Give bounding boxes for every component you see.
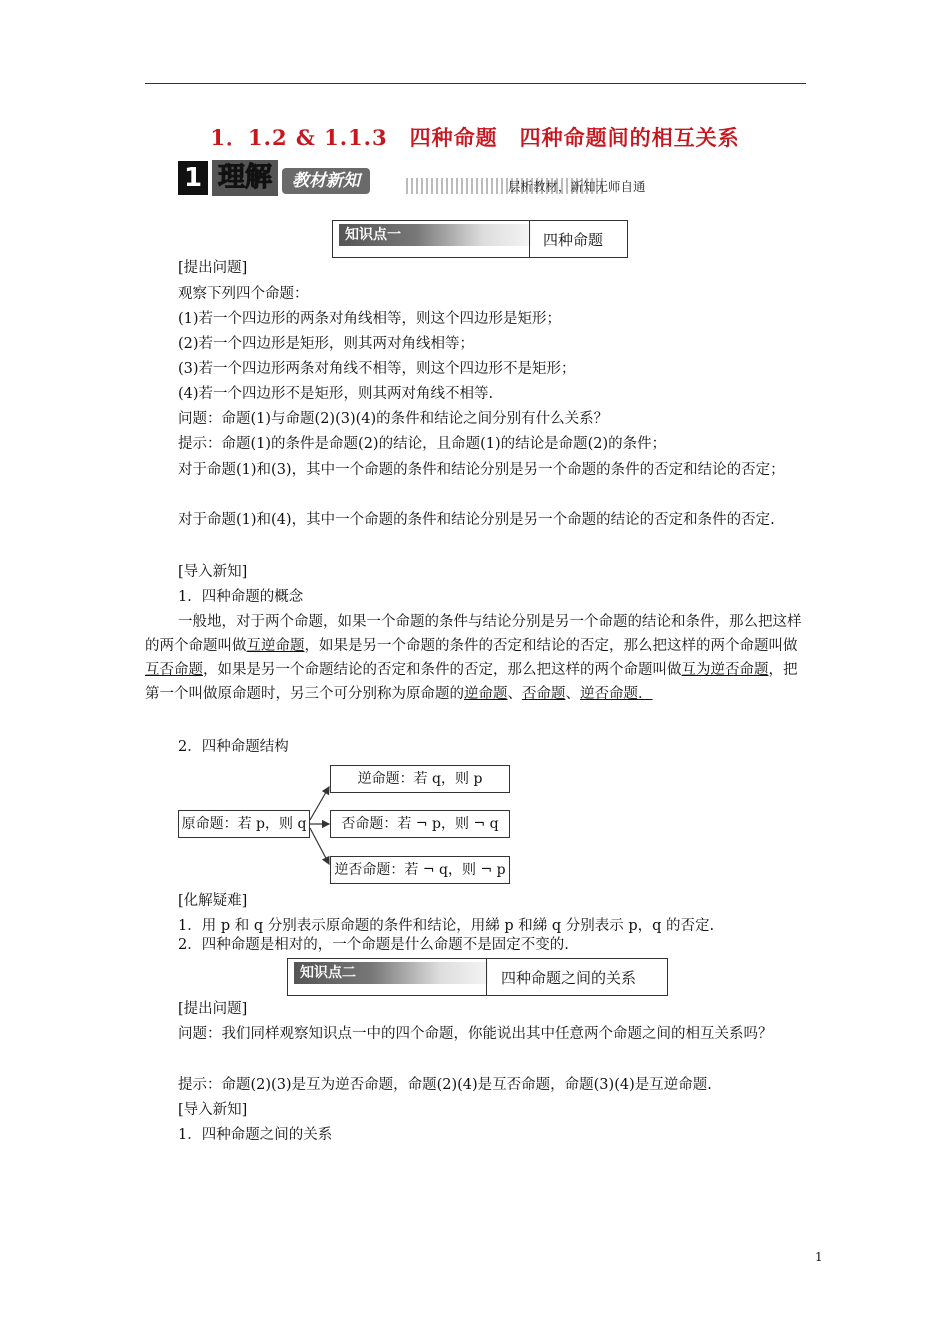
banner-number: 1 (178, 161, 208, 195)
knowledge-box-2 (287, 958, 668, 996)
flow-arrows (306, 770, 336, 880)
text-line: 提示：命题(2)(3)是互为逆否命题，命题(2)(4)是互否命题，命题(3)(4)是互逆命题. (178, 1077, 712, 1093)
term-contrapositive-pair: 互为逆否命题 (681, 662, 769, 678)
text-line: (1)若一个四边形的两条对角线相等，则这个四边形是矩形； (178, 311, 562, 327)
section-heading: 2．四种命题结构 (178, 739, 289, 755)
term-inverse: 否命题 (522, 686, 566, 702)
paragraph-1: 对于命题(1)和(3)，其中一个命题的条件和结论分别是另一个命题的条件的否定和结论的否定； (178, 462, 785, 478)
arrow-to-converse (310, 787, 329, 820)
arrow-to-contrapositive (310, 828, 329, 864)
text-line: [导入新知] (178, 1102, 248, 1118)
section-heading: 1．四种命题之间的关系 (178, 1127, 333, 1143)
text-line: 提示：命题(1)的条件是命题(2)的结论，且命题(1)的结论是命题(2)的条件； (178, 436, 667, 452)
section-banner (178, 160, 846, 198)
top-rule (145, 83, 806, 84)
section-heading: 1．四种命题的概念 (178, 589, 304, 605)
text-line: (3)若一个四边形两条对角线不相等，则这个四边形不是矩形； (178, 361, 576, 377)
text-line: 观察下列四个命题： (178, 286, 309, 302)
banner-tag: 教材新知 (282, 168, 370, 194)
banner-subtitle: 层析教材，新知无师自通 (508, 179, 646, 194)
knowledge-divider (486, 959, 487, 995)
term-inverse-pair: 互否命题 (145, 662, 203, 678)
knowledge-text-1: 四种命题 (543, 231, 604, 249)
banner-word: 理解 (212, 160, 278, 196)
page-title: 1．1.2 & 1.1.3 四种命题 四种命题间的相互关系 (210, 125, 740, 150)
text-line: 1．用 p 和 q 分别表示原命题的条件和结论，用綈 p 和綈 q 分别表示 p，q 的否定. (178, 918, 715, 934)
contrapositive-proposition-box: 逆否命题：若 ¬ q，则 ¬ p (330, 856, 510, 884)
knowledge-text-2: 四种命题之间的关系 (501, 969, 637, 987)
term-converse-pair: 互逆命题 (246, 638, 305, 654)
original-proposition-box: 原命题：若 p，则 q (178, 810, 310, 838)
question-paragraph: 问题：我们同样观察知识点一中的四个命题，你能说出其中任意两个命题之间的相互关系吗？ (178, 1026, 773, 1042)
inverse-proposition-box: 否命题：若 ¬ p，则 ¬ q (330, 810, 510, 838)
knowledge-box-1 (332, 220, 628, 258)
text-line: (4)若一个四边形不是矩形，则其两对角线不相等. (178, 386, 494, 402)
knowledge-tag-1: 知识点一 (339, 224, 531, 246)
text-line: [化解疑难] (178, 893, 248, 909)
converse-proposition-box: 逆命题：若 q，则 p (330, 765, 510, 793)
definition-paragraph: 一般地，对于两个命题，如果一个命题的条件与结论分别是另一个命题的结论和条件，那么把这样的两个命题叫做互逆命题，如果是另一个命题的条件的否定和结论的否定，那么把这样的两个命题叫做互否命题，如果是另一个命题结论的否定和条件的否定，那么把这样的两个命题叫做互为逆否命题，把第一个叫做原命题时，另三个可分别称为原命题的逆命题、否命题、逆否命题． (145, 614, 802, 702)
knowledge-divider (529, 221, 530, 257)
paragraph-2: 对于命题(1)和(4)，其中一个命题的条件和结论分别是另一个命题的结论的否定和条件的否定. (178, 512, 775, 528)
knowledge-tag-2: 知识点二 (294, 962, 488, 984)
term-contrapositive: 逆否命题． (580, 686, 653, 702)
text-line: 问题：命题(1)与命题(2)(3)(4)的条件和结论之间分别有什么关系？ (178, 411, 609, 427)
term-converse: 逆命题 (464, 686, 508, 702)
text-line: [提出问题] (178, 1001, 248, 1017)
page-number: 1 (815, 1250, 823, 1264)
text-line: [导入新知] (178, 564, 248, 580)
text-line: 2．四种命题是相对的，一个命题是什么命题不是固定不变的. (178, 937, 569, 953)
text-line: [提出问题] (178, 260, 248, 276)
text-line: (2)若一个四边形是矩形，则其两对角线相等； (178, 336, 475, 352)
